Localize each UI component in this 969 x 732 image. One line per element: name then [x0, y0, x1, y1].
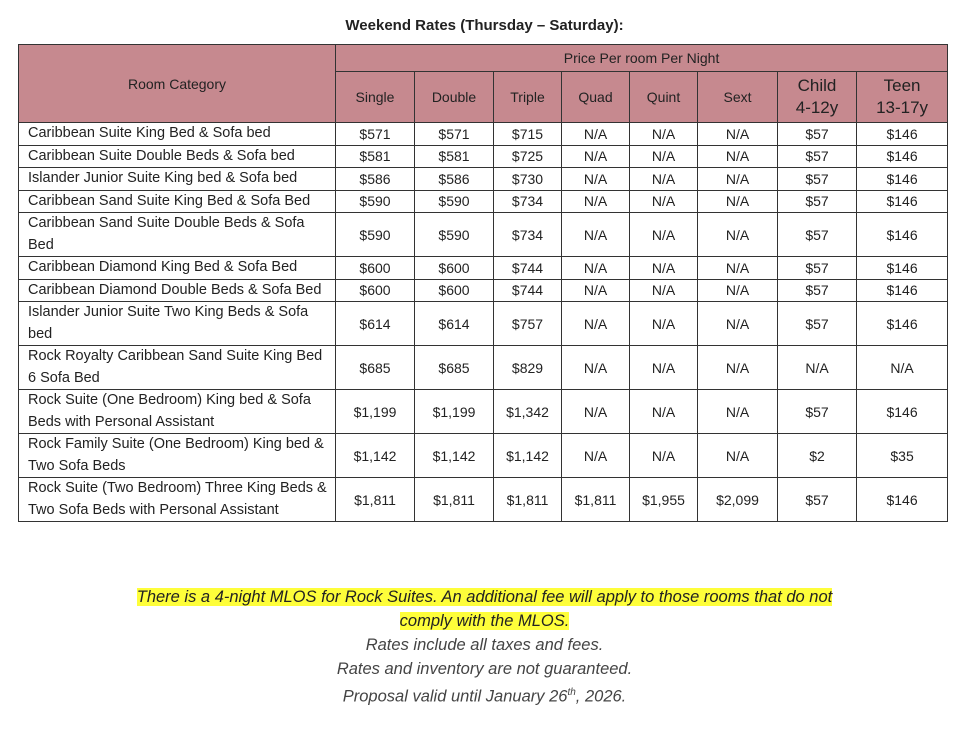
price-cell: $57: [778, 123, 857, 146]
price-cell: $1,811: [562, 478, 630, 522]
table-row: [19, 190, 948, 213]
room-name-cell: Caribbean Sand Suite Double Beds & Sofa Bed: [19, 213, 336, 257]
price-cell: $146: [857, 390, 948, 434]
price-cell: $1,199: [415, 390, 494, 434]
price-cell: $581: [415, 145, 494, 168]
price-cell: N/A: [630, 302, 698, 346]
price-cell: N/A: [630, 346, 698, 390]
price-cell: N/A: [562, 279, 630, 302]
price-cell: $1,342: [494, 390, 562, 434]
price-cell: $730: [494, 168, 562, 191]
price-cell: $146: [857, 123, 948, 146]
price-cell: $715: [494, 123, 562, 146]
price-cell: $590: [415, 190, 494, 213]
price-cell: $1,199: [336, 390, 415, 434]
price-cell: $614: [336, 302, 415, 346]
price-cell: N/A: [562, 434, 630, 478]
price-cell: $35: [857, 434, 948, 478]
price-cell: $57: [778, 213, 857, 257]
column-header: [336, 72, 415, 123]
price-cell: N/A: [630, 190, 698, 213]
price-cell: $685: [336, 346, 415, 390]
price-cell: $586: [415, 168, 494, 191]
room-name-cell: Rock Suite (One Bedroom) King bed & Sofa Beds with Personal Assistant: [19, 390, 336, 434]
price-cell: $586: [336, 168, 415, 191]
price-cell: N/A: [698, 390, 778, 434]
price-cell: N/A: [630, 123, 698, 146]
column-header-line1: Double: [431, 89, 477, 105]
price-cell: N/A: [562, 302, 630, 346]
room-name-cell: Islander Junior Suite King bed & Sofa bed: [19, 168, 336, 191]
room-name-cell: Rock Family Suite (One Bedroom) King bed & Two Sofa Beds: [19, 434, 336, 478]
mlos-note-line2: [0, 609, 969, 633]
room-name-cell: Caribbean Diamond Double Beds & Sofa Bed: [19, 279, 336, 302]
price-cell: $590: [415, 213, 494, 257]
column-header-line2: 13-17y: [876, 98, 929, 117]
column-header: [494, 72, 562, 123]
price-cell: N/A: [562, 190, 630, 213]
column-header-line1: Quint: [646, 89, 681, 105]
column-header: [562, 72, 630, 123]
price-cell: N/A: [562, 213, 630, 257]
mlos-highlight: comply with the MLOS.: [399, 612, 570, 630]
price-cell: $146: [857, 190, 948, 213]
room-name-cell: Rock Suite (Two Bedroom) Three King Beds & Two Sofa Beds with Personal Assistant: [19, 478, 336, 522]
rates-table: [18, 44, 948, 522]
price-cell: $146: [857, 302, 948, 346]
table-row: [19, 478, 948, 522]
price-cell: N/A: [630, 257, 698, 280]
price-cell: N/A: [698, 302, 778, 346]
price-cell: N/A: [562, 257, 630, 280]
price-cell: $1,142: [415, 434, 494, 478]
price-cell: $57: [778, 168, 857, 191]
price-cell: $146: [857, 168, 948, 191]
room-name-cell: Caribbean Sand Suite King Bed & Sofa Bed: [19, 190, 336, 213]
price-cell: N/A: [857, 346, 948, 390]
price-cell: N/A: [698, 190, 778, 213]
validity-note: [0, 681, 969, 709]
price-cell: N/A: [698, 168, 778, 191]
room-name-cell: Caribbean Suite Double Beds & Sofa bed: [19, 145, 336, 168]
column-header: [630, 72, 698, 123]
price-cell: N/A: [630, 213, 698, 257]
column-header-line1: Triple: [510, 89, 545, 105]
column-header: [698, 72, 778, 123]
price-cell: $685: [415, 346, 494, 390]
column-header-line1: Quad: [578, 89, 613, 105]
table-row: [19, 257, 948, 280]
price-cell: $146: [857, 279, 948, 302]
price-cell: $57: [778, 190, 857, 213]
price-cell: $571: [336, 123, 415, 146]
price-cell: $1,811: [494, 478, 562, 522]
price-cell: $600: [415, 279, 494, 302]
price-cell: $744: [494, 279, 562, 302]
price-cell: $600: [415, 257, 494, 280]
mlos-highlight: There is a 4-night MLOS for Rock Suites. An additional fee will apply to those rooms that do not: [136, 588, 833, 606]
table-row: [19, 145, 948, 168]
price-cell: $614: [415, 302, 494, 346]
room-category-header: Room Category: [19, 45, 336, 123]
price-cell: N/A: [698, 346, 778, 390]
price-cell: $600: [336, 257, 415, 280]
table-row: [19, 390, 948, 434]
price-cell: N/A: [698, 279, 778, 302]
price-cell: $1,142: [336, 434, 415, 478]
price-group-header: Price Per room Per Night: [336, 45, 948, 72]
price-cell: N/A: [630, 279, 698, 302]
price-cell: $146: [857, 257, 948, 280]
validity-text: Proposal valid until January 26: [342, 687, 568, 706]
room-name-cell: Caribbean Diamond King Bed & Sofa Bed: [19, 257, 336, 280]
mlos-note-line1: [0, 585, 969, 609]
price-cell: $734: [494, 190, 562, 213]
validity-sup: th: [567, 687, 576, 698]
guarantee-note: Rates and inventory are not guaranteed.: [336, 660, 633, 678]
price-cell: N/A: [630, 168, 698, 191]
price-cell: $590: [336, 213, 415, 257]
price-cell: $581: [336, 145, 415, 168]
price-cell: $57: [778, 279, 857, 302]
column-header-line1: Teen: [883, 76, 921, 95]
table-row: [19, 168, 948, 191]
notes: [0, 585, 969, 709]
column-header: [415, 72, 494, 123]
price-cell: $2,099: [698, 478, 778, 522]
price-cell: $57: [778, 145, 857, 168]
column-header: [857, 72, 948, 123]
price-cell: $1,811: [415, 478, 494, 522]
column-header-line1: Single: [355, 89, 395, 105]
price-cell: $757: [494, 302, 562, 346]
price-cell: N/A: [562, 168, 630, 191]
column-header-line1: Sext: [723, 89, 752, 105]
price-cell: N/A: [562, 145, 630, 168]
table-row: [19, 434, 948, 478]
price-cell: $146: [857, 478, 948, 522]
column-header-line2: 4-12y: [795, 98, 839, 117]
table-header: [19, 45, 948, 123]
price-cell: $829: [494, 346, 562, 390]
column-header-line1: Child: [797, 76, 837, 95]
price-cell: $57: [778, 257, 857, 280]
taxes-note: Rates include all taxes and fees.: [365, 636, 604, 654]
price-cell: $744: [494, 257, 562, 280]
price-cell: $725: [494, 145, 562, 168]
table-row: [19, 346, 948, 390]
price-cell: $734: [494, 213, 562, 257]
price-cell: $2: [778, 434, 857, 478]
price-cell: N/A: [630, 145, 698, 168]
table-row: [19, 213, 948, 257]
price-cell: $600: [336, 279, 415, 302]
price-cell: $1,811: [336, 478, 415, 522]
price-cell: $57: [778, 478, 857, 522]
price-cell: N/A: [698, 145, 778, 168]
table-body: [19, 123, 948, 522]
table-row: [19, 123, 948, 146]
validity-year: , 2026.: [575, 687, 627, 706]
price-cell: N/A: [698, 213, 778, 257]
price-cell: N/A: [562, 346, 630, 390]
price-cell: N/A: [698, 123, 778, 146]
price-cell: N/A: [630, 434, 698, 478]
price-cell: N/A: [698, 434, 778, 478]
room-name-cell: Rock Royalty Caribbean Sand Suite King Bed 6 Sofa Bed: [19, 346, 336, 390]
price-cell: $57: [778, 390, 857, 434]
price-cell: N/A: [778, 346, 857, 390]
price-cell: N/A: [562, 123, 630, 146]
room-name-cell: Caribbean Suite King Bed & Sofa bed: [19, 123, 336, 146]
page-title: Weekend Rates (Thursday – Saturday):: [345, 17, 624, 34]
column-header: [778, 72, 857, 123]
price-cell: N/A: [562, 390, 630, 434]
price-cell: $146: [857, 145, 948, 168]
price-cell: $571: [415, 123, 494, 146]
price-cell: N/A: [630, 390, 698, 434]
price-cell: N/A: [698, 257, 778, 280]
price-cell: $1,142: [494, 434, 562, 478]
table-row: [19, 302, 948, 346]
price-cell: $146: [857, 213, 948, 257]
price-cell: $57: [778, 302, 857, 346]
price-cell: $590: [336, 190, 415, 213]
room-name-cell: Islander Junior Suite Two King Beds & Sofa bed: [19, 302, 336, 346]
price-cell: $1,955: [630, 478, 698, 522]
table-row: [19, 279, 948, 302]
